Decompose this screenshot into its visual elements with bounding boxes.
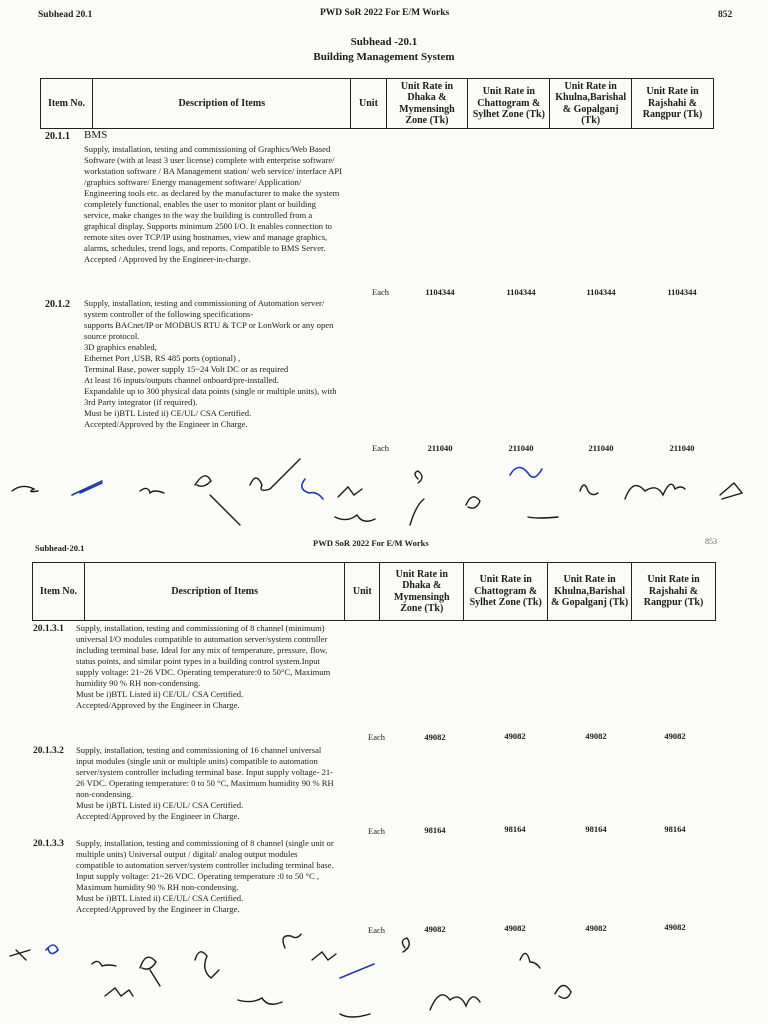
rate-dhaka: 1104344	[425, 287, 455, 297]
signatures-page2	[0, 930, 768, 1024]
document-title: PWD SoR 2022 For E/M Works	[313, 538, 429, 548]
rate-khulna: 98164	[585, 824, 607, 834]
item-number: 20.1.1	[45, 131, 70, 142]
rate-table-header	[32, 562, 716, 621]
col-rate-chattogram: Unit Rate in Chattogram & Sylhet Zone (Tk)	[464, 563, 548, 621]
subhead-title: Subhead -20.1	[350, 36, 418, 48]
item-unit: Each	[368, 732, 385, 742]
system-title: Building Management System	[313, 51, 455, 63]
rate-chattogram: 211040	[508, 443, 534, 453]
item-unit: Each	[372, 443, 389, 453]
rate-rajshahi: 211040	[669, 443, 695, 453]
item-unit: Each	[372, 287, 389, 297]
rate-rajshahi: 49082	[664, 731, 686, 741]
item-description: Supply, installation, testing and commissioning of 8 channel (minimum) universal I/O modules compatible to automation server/system controller including terminal base. Ideal for any mix of temperature, pressure, flow, status points, and similar point types in a building control system.Input supply voltage: 21~26 VDC. Operating temperature:0 to 50°C, Maximum humidity 90 % RH non-condensing. Must be i)BTL Listed ii) CE/UL/ CSA Certified. Accepted/Approved by the Engineer in Charge.	[76, 623, 331, 710]
item-number: 20.1.3.3	[33, 839, 64, 849]
item-description: Supply, installation, testing and commissioning of 16 channel universal input modules (single unit or multiple units) compatible to automation server/system controller including terminal base. Input supply voltage- 21- 26 VDC. Operating temperature: 0 to 50 °C, Maximum humidity 90 % RH non-condensing. Must be i)BTL Listed ii) CE/UL/ CSA Certified. Accepted/Approved by the Engineer in Charge.	[76, 745, 334, 821]
rate-khulna: 1104344	[586, 287, 616, 297]
item-number: 20.1.2	[45, 299, 70, 310]
col-rate-khulna: Unit Rate in Khulna,Barishal & Gopalganj (Tk)	[548, 563, 632, 621]
col-rate-rajshahi: Unit Rate in Rajshahi & Rangpur (Tk)	[632, 563, 716, 621]
col-rate-rajshahi: Unit Rate in Rajshahi & Rangpur (Tk)	[632, 79, 714, 129]
signatures-page1	[0, 455, 768, 535]
rate-chattogram: 1104344	[506, 287, 536, 297]
col-rate-dhaka: Unit Rate in Dhaka & Mymensingh Zone (Tk)	[380, 563, 464, 621]
col-unit: Unit	[351, 79, 386, 129]
item-description: Supply, installation, testing and commissioning of Automation server/ system controller of the following specifications- supports BACnet/IP or MODBUS RTU & TCP or LonWork or any open source protocol. 3D graphics enabled, Ethernet Port ,USB, RS 485 ports (optional) , Terminal Base, power supply 15~24 Volt DC or as required At least 16 inputs/outputs channel onboard/pre-installed. Expandable up to 300 physical data points (single or multiple units), with 3rd Party integrator (if required). Must be i)BTL Listed ii) CE/UL/ CSA Certified. Accepted/Approved by the Engineer in Charge.	[84, 298, 337, 429]
col-unit: Unit	[345, 563, 380, 621]
rate-table-header	[40, 78, 714, 129]
rate-rajshahi: 49082	[664, 922, 686, 932]
col-item-no: Item No.	[33, 563, 85, 621]
item-title: BMS	[84, 129, 108, 141]
rate-rajshahi: 98164	[664, 824, 686, 834]
item-number: 20.1.3.2	[33, 746, 64, 756]
rate-dhaka: 98164	[424, 825, 446, 835]
subhead-label: Subhead 20.1	[38, 10, 93, 20]
col-rate-dhaka: Unit Rate in Dhaka & Mymensingh Zone (Tk)	[386, 79, 468, 129]
col-item-no: Item No.	[41, 79, 93, 129]
rate-khulna: 211040	[588, 443, 614, 453]
item-number: 20.1.3.1	[33, 624, 64, 634]
rate-dhaka: 211040	[427, 443, 453, 453]
col-description: Description of Items	[85, 563, 345, 621]
subhead-label: Subhead-20.1	[35, 543, 85, 553]
rate-khulna: 49082	[585, 731, 607, 741]
rate-rajshahi: 1104344	[667, 287, 697, 297]
col-description: Description of Items	[93, 79, 351, 129]
page-number: 852	[718, 10, 733, 20]
item-description: Supply, installation, testing and commissioning of Graphics/Web Based Software (with at least 3 user license) complete with enterprise software/ workstation software / BA Management station/ web service/ interface API /graphics software/ Energy management software/ Application/ Engineering tools etc. as declared by the manufacturer to make the system completely functional, enables the user to monitor plant or building service, make changes to the way the building is controlled from a graphical display. Supports minimum 2500 I/O. It enables connection to remote sites over TCP/IP using hostnames, view and manage graphics, alarms, schedules, trend logs, and reports. Compatible to BMS Server. Accepted / Approved by the Engineer-in-charge.	[84, 144, 342, 264]
col-rate-chattogram: Unit Rate in Chattogram & Sylhet Zone (Tk)	[468, 79, 550, 129]
item-unit: Each	[368, 925, 385, 935]
item-description: Supply, installation, testing and commissioning of 8 channel (single unit or multiple units) Universal output / digital/ analog output modules compatible to automation server/system controller including terminal base. Input supply voltage: 21~26 VDC. Operating temperature :0 to 50 °C , Maximum humidity 90 % RH non-condensing. Must be i)BTL Listed ii) CE/UL/ CSA Certified. Accepted/Approved by the Engineer in Charge.	[76, 838, 334, 914]
rate-khulna: 49082	[585, 923, 607, 933]
item-unit: Each	[368, 826, 385, 836]
rate-chattogram: 49082	[504, 923, 526, 933]
col-rate-khulna: Unit Rate in Khulna,Barishal & Gopalganj (Tk)	[550, 79, 632, 129]
rate-chattogram: 49082	[504, 731, 526, 741]
rate-dhaka: 49082	[424, 732, 446, 742]
page-number: 853	[705, 537, 717, 546]
document-title: PWD SoR 2022 For E/M Works	[320, 8, 450, 18]
rate-chattogram: 98164	[504, 824, 526, 834]
rate-dhaka: 49082	[424, 924, 446, 934]
